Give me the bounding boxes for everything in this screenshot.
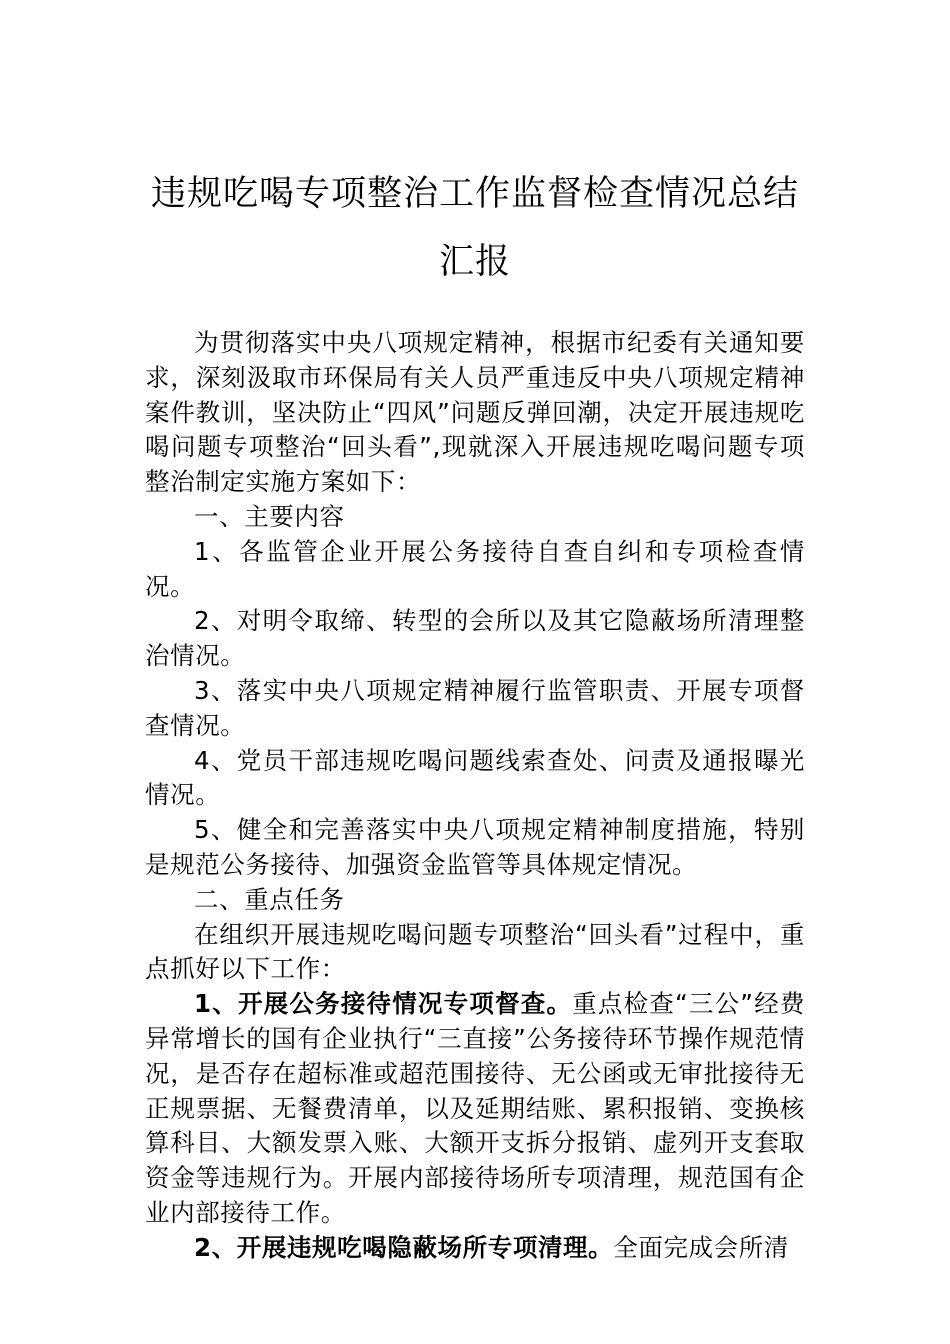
section-heading: 二、重点任务 [194, 884, 345, 914]
list-item: 3、落实中央八项规定精神履行监管职责、开展专项督查情况。 [145, 675, 805, 740]
list-item: 4、党员干部违规吃喝问题线索查处、问责及通报曝光情况。 [145, 745, 805, 810]
task-text: 全面完成会所清 [613, 1232, 789, 1262]
intro-paragraph: 为贯彻落实中央八项规定精神，根据市纪委有关通知要求，深刻汲取市环保局有关人员严重违反中央八项规定精神案件教训，坚决防止“四风”问题反弹回潮，决定开展违规吃喝问题专项整治“回头看”,现就深入开展违规吃喝问题专项整治制定实施方案如下： [145, 328, 805, 497]
section-heading: 一、主要内容 [194, 501, 345, 531]
task-lead: 1、开展公务接待情况专项督查。 [194, 989, 573, 1019]
section-intro-paragraph: 在组织开展违规吃喝问题专项整治“回头看”过程中，重点抓好以下工作： [145, 919, 805, 984]
task-paragraph [145, 1231, 805, 1266]
document-title: 违规吃喝专项整治工作监督检查情况总结汇报 [150, 174, 799, 282]
list-item: 1、各监管企业开展公务接待自查自纠和专项检查情况。 [145, 536, 805, 601]
task-paragraph [145, 987, 805, 1231]
list-item: 2、对明令取缔、转型的会所以及其它隐蔽场所清理整治情况。 [145, 606, 805, 671]
task-lead: 2、开展违规吃喝隐蔽场所专项清理。 [194, 1232, 614, 1262]
task-text: 重点检查“三公”经费异常增长的国有企业执行“三直接”公务接待环节操作规范情况，是否存在超标准或超范围接待、无公函或无审批接待无正规票据、无餐费清单，以及延期结账、累积报销、变换核算科目、大额发票入账、大额开支拆分报销、虚列开支套取资金等违规行为。开展内部接待场所专项清理，规范国有企业内部接待工作。 [145, 989, 806, 1227]
document-body [145, 326, 805, 1266]
list-item: 5、健全和完善落实中央八项规定精神制度措施，特别是规范公务接待、加强资金监管等具体规定情况。 [145, 815, 805, 879]
